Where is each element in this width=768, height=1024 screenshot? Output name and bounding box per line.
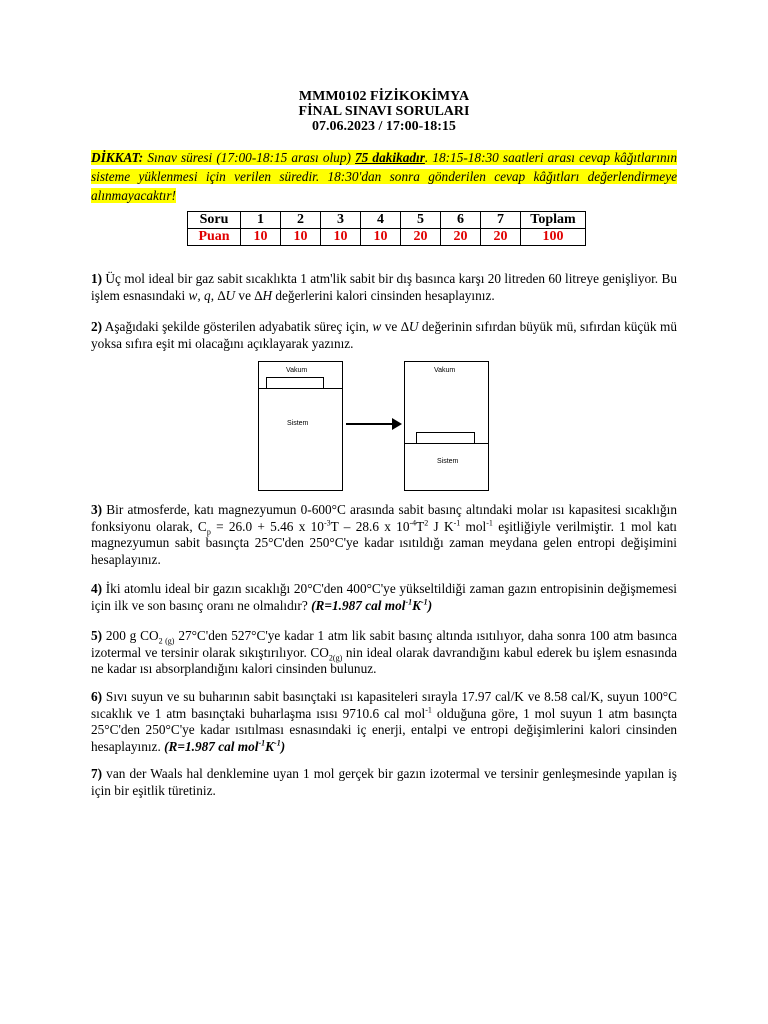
right-sistem-label: Sistem: [437, 458, 459, 465]
exam-duration: 75 dakikadır: [355, 150, 425, 165]
course-title: MMM0102 FİZİKOKİMYA: [298, 89, 470, 104]
left-sistem-label: Sistem: [287, 420, 309, 427]
question-3: 3) Bir atmosferde, katı magnezyumun 0-600°C arasında sabit basınç altındaki molar ısı kapasitesi sıcaklığın fonksiyonu olarak, $C_p = 26.0 + 5.46$ x $10^{-3}T - 28.6$ x $10^{-4}T^2$ J $K^{-1}$ mol$^{-1}$ eşitliğiyle verilmiştir. 1 mol katı magnezyumun sabit basınçta 25°C'den 250°C'ye kadar ısıtıldığı zaman meydana gelen entropi değişimini hesaplayınız.: [91, 502, 677, 567]
warning-label: DİKKAT:: [91, 150, 144, 165]
question-4: 4) İki atomlu ideal bir gazın sıcaklığı 20°C'den 400°C'ye yükseltildiği zaman gazın entropisinin değişmemesi için ilk ve son basınç oranı ne olmalıdır? (R=1.987 cal $mol^{-1}K^{-1}$): [91, 581, 677, 613]
right-piston: [416, 432, 475, 444]
question-7: 7) van der Waals hal denklemine uyan 1 mol gerçek bir gazın izotermal ve tersinir genleşmesinde yapılan iş için bir eşitlik türetiniz.: [91, 766, 677, 798]
left-vakum-label: Vakum: [286, 367, 308, 374]
left-piston: [266, 377, 324, 389]
warning-notice: DİKKAT: Sınav süresi (17:00-18:15 arası olup) 75 dakikadır. 18:15-18:30 saatleri arası cevap kâğıtlarının sisteme yüklenmesi için verilen süredir. 18:30'dan sonra gönderilen cevap kâğıtları değerlendirmeye alınmayacaktır!: [91, 150, 678, 203]
exam-date: 07.06.2023 / 17:00-18:15: [312, 119, 456, 134]
score-table-points-row: Puan 10 10 10 10 20 20 20 100: [188, 229, 586, 246]
row-label-soru: Soru: [188, 212, 241, 229]
adiabatic-diagram: [258, 361, 508, 491]
question-6: 6) Sıvı suyun ve su buharının sabit basınçtaki ısı kapasiteleri sırayla 17.97 cal/K ve 8.58 cal/K, suyun 100°C sıcaklık ve 1 atm basınçtaki buharlaşma ısısı 9710.6 cal mol$^{-1}$ olduğuna göre, 1 mol suyun 1 atm basınçta 25°C'den 250°C'ye kadar ısıtılması esnasındaki iç enerji, entalpi ve entropi değişimlerini kalori cinsinden hesaplayınız. (R=1.987 cal $mol^{-1}K^{-1}$): [91, 689, 677, 754]
question-5: 5) 200 g $CO_{2 (g)}$ 27°C'den 527°C'ye kadar 1 atm lik sabit basınç altında ısıtılıyor, daha sonra 100 atm basınca izotermal ve tersinir olarak sıkıştırılıyor. $CO_{2(g)}$ nin ideal olarak davrandığını kabul ederek bu işlem esnasında ne kadar ısı absorplandığını kalori cinsinden bulunuz.: [91, 628, 678, 676]
right-container: [404, 361, 489, 491]
question-2: 2) Aşağıdaki şekilde gösterilen adyabatik süreç için, w ve ∆U değerinin sıfırdan büyük mü, sıfırdan küçük mü yoksa sıfıra eşit mi olacağını açıklayarak yazınız.: [91, 319, 677, 351]
arrow-icon: [344, 414, 404, 434]
question-1: 1) Üç mol ideal bir gaz sabit sıcaklıkta 1 atm'lik sabit bir dış basınca karşı 20 litreden 60 litreye genişliyor. Bu işlem esnasındaki w, q, ∆U ve ∆H değerlerini kalori cinsinden hesaplayınız.: [91, 271, 677, 303]
exam-title: FİNAL SINAVI SORULARI: [298, 104, 470, 119]
score-table-header-row: Soru 1 2 3 4 5 6 7 Toplam: [188, 212, 586, 229]
right-vakum-label: Vakum: [434, 367, 456, 374]
exam-header: [0, 89, 768, 134]
score-table: [187, 211, 586, 246]
row-label-puan: Puan: [188, 229, 241, 246]
